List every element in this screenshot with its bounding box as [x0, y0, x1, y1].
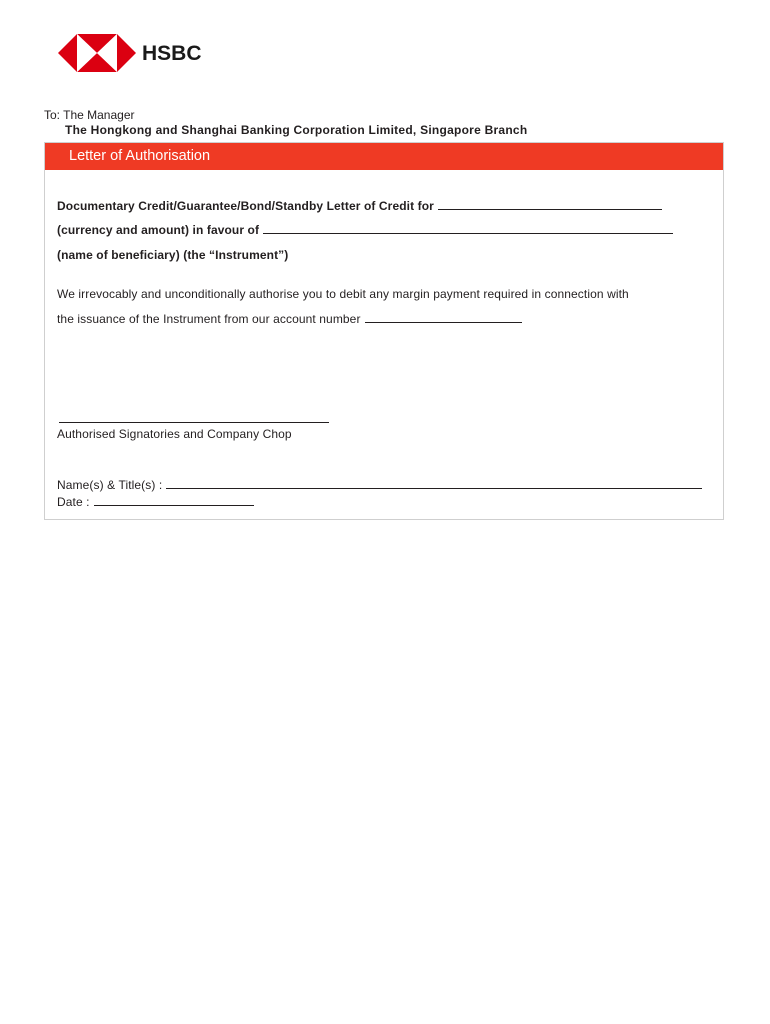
- names-titles-blank[interactable]: [166, 479, 702, 489]
- form-header: Letter of Authorisation: [45, 143, 723, 170]
- names-row: [57, 478, 702, 492]
- date-blank[interactable]: [94, 496, 254, 506]
- favour-row: [57, 223, 673, 237]
- hsbc-hexagon-icon: [58, 34, 136, 72]
- beneficiary-label: (name of beneficiary) (the “Instrument”): [57, 248, 289, 262]
- bank-name: The Hongkong and Shanghai Banking Corporation Limited, Singapore Branch: [65, 123, 528, 137]
- signatory-label: Authorised Signatories and Company Chop: [57, 427, 292, 441]
- instrument-type-row: [57, 199, 662, 213]
- beneficiary-row: [57, 248, 288, 262]
- beneficiary-blank[interactable]: [263, 224, 673, 234]
- account-number-blank[interactable]: [365, 313, 522, 323]
- to-line: To: The Manager: [44, 108, 135, 122]
- signatory-caption: [57, 427, 292, 441]
- authorisation-paragraph-line2: [57, 312, 522, 326]
- authorisation-paragraph-line1: [57, 287, 629, 301]
- addressee-block: [44, 108, 527, 138]
- hsbc-logo: [58, 34, 202, 72]
- currency-amount-blank[interactable]: [438, 200, 662, 210]
- authorisation-text-1: We irrevocably and unconditionally authorise you to debit any margin payment required in connection with: [57, 287, 629, 301]
- date-row: [57, 495, 254, 509]
- signature-line[interactable]: [59, 422, 329, 423]
- authorisation-form: [44, 142, 724, 520]
- hsbc-wordmark: HSBC: [142, 41, 202, 65]
- favour-label: (currency and amount) in favour of: [57, 223, 260, 237]
- instrument-type-label: Documentary Credit/Guarantee/Bond/Standby Letter of Credit for: [57, 199, 434, 213]
- date-label: Date :: [57, 495, 90, 509]
- authorisation-text-2: the issuance of the Instrument from our account number: [57, 312, 361, 326]
- names-label: Name(s) & Title(s) :: [57, 478, 163, 492]
